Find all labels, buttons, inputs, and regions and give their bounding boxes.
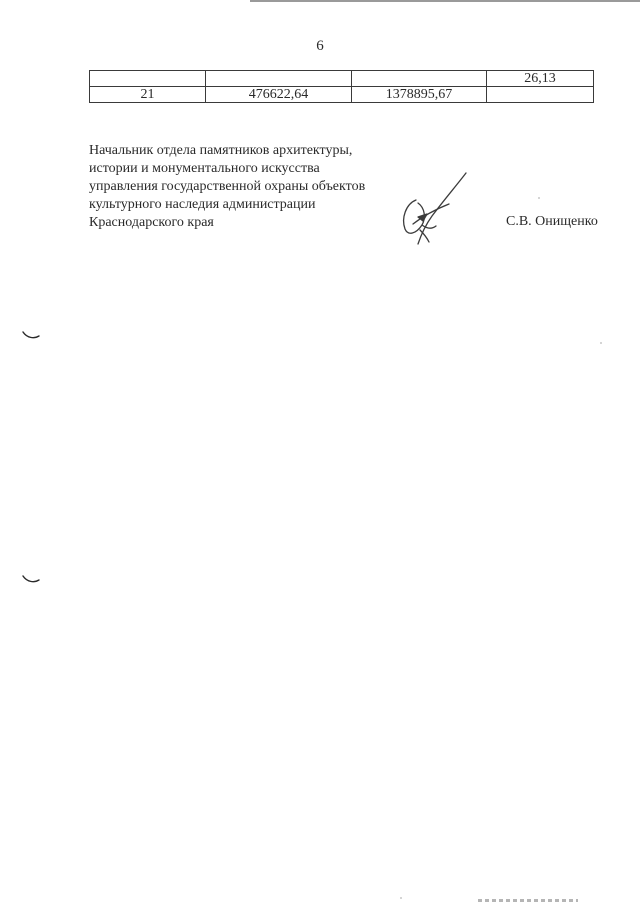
bottom-scan-artifact [478,899,578,902]
signatory-name: С.В. Онищенко [506,214,598,229]
table-row [90,71,594,87]
scan-speck [600,342,602,344]
binder-hole-mark [22,330,40,340]
table-cell: 476622,64 [206,87,352,103]
signatory-title-line: Краснодарского края [89,215,214,230]
coordinates-table [89,70,594,103]
table-cell [206,71,352,87]
table-cell: 1378895,67 [352,87,487,103]
table-cell [90,71,206,87]
signatory-title-line: Начальник отдела памятников архитектуры, [89,143,353,158]
signatory-title-line: истории и монументального искусства [89,161,320,176]
top-edge-rule [250,0,640,2]
scan-speck [400,897,402,899]
table-cell [487,87,594,103]
binder-hole-mark [22,574,40,584]
page-number: 6 [316,38,324,54]
table-cell: 21 [90,87,206,103]
signatory-title-line: культурного наследия администрации [89,197,316,212]
table-cell: 26,13 [487,71,594,87]
signatory-title-line: управления государственной охраны объектов [89,179,366,194]
table-cell [352,71,487,87]
handwritten-signature [396,170,476,250]
table-row [90,87,594,103]
scan-speck [538,197,540,199]
signatory-title-block [89,142,365,232]
